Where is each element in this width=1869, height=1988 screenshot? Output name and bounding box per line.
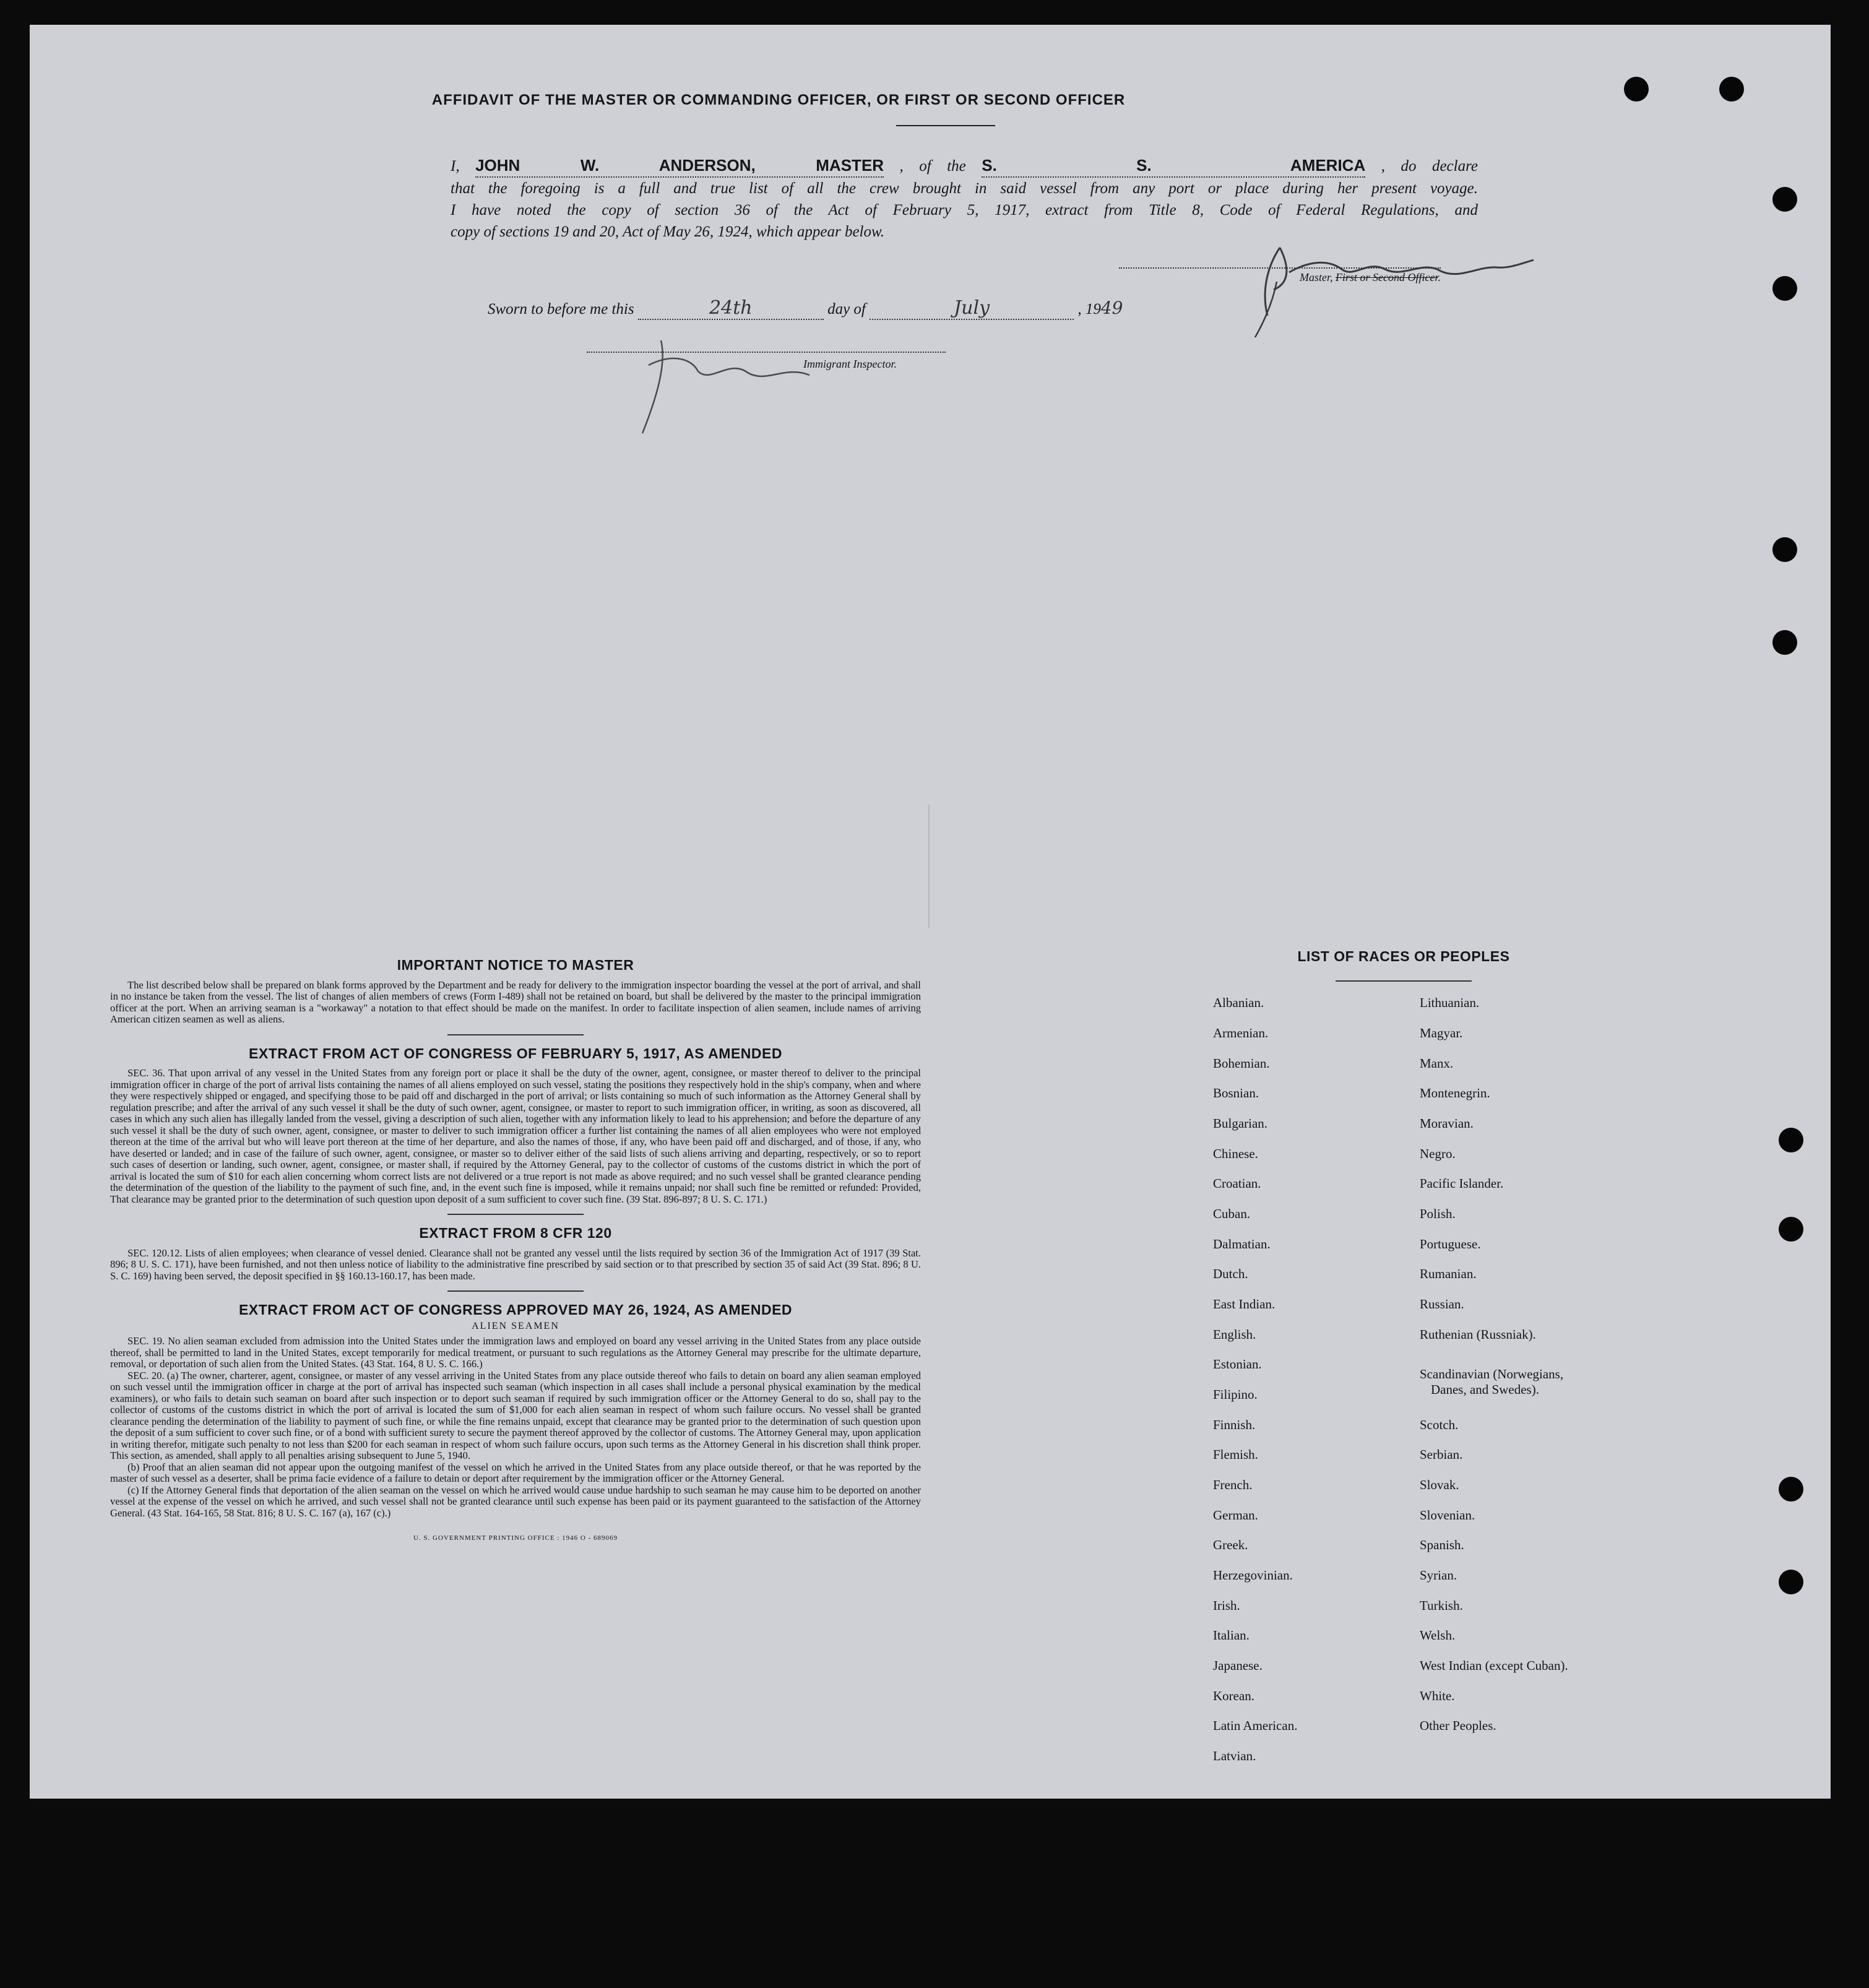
punch-hole bbox=[1772, 537, 1797, 562]
section-divider bbox=[447, 1214, 584, 1215]
race-item: Flemish. bbox=[1213, 1447, 1258, 1462]
race-item: Manx. bbox=[1420, 1056, 1454, 1071]
race-item: Turkish. bbox=[1420, 1598, 1463, 1613]
document-page bbox=[30, 25, 1831, 1799]
notice-column bbox=[110, 959, 921, 1544]
title-divider bbox=[896, 125, 995, 126]
race-item: Scandinavian (Norwegians, bbox=[1420, 1367, 1564, 1381]
inspector-signature-line bbox=[587, 352, 946, 353]
race-item: Herzegovinian. bbox=[1213, 1568, 1293, 1583]
race-item: French. bbox=[1213, 1477, 1253, 1492]
vessel-name-field: S. S. AMERICA bbox=[982, 155, 1365, 178]
race-item: Danes, and Swedes). bbox=[1431, 1382, 1539, 1397]
master-name-field: JOHN W. ANDERSON, MASTER bbox=[475, 155, 884, 178]
race-item: Italian. bbox=[1213, 1628, 1250, 1643]
race-item: Bosnian. bbox=[1213, 1086, 1259, 1100]
alien-seamen-subheading: ALIEN SEAMEN bbox=[472, 1320, 559, 1331]
section-divider bbox=[447, 1034, 584, 1035]
sworn-day-of: day of bbox=[827, 301, 866, 318]
signature-caption bbox=[1119, 271, 1441, 284]
race-item: Bulgarian. bbox=[1213, 1116, 1268, 1131]
race-item: Magyar. bbox=[1420, 1026, 1463, 1040]
race-item: Cuban. bbox=[1213, 1206, 1251, 1221]
sworn-year-prefix: , 19 bbox=[1077, 301, 1101, 318]
sec-20b-text: (b) Proof that an alien seaman did not appear upon the outgoing manifest of the vessel on which he arrived in the United States from any place outside thereof, or that he was reported by the master of such vessel as a deserter, shall be prima facie evidence of a failure to detain or deport after requirement by the immigration officer or the Attorney General. bbox=[110, 1461, 921, 1484]
race-item: Pacific Islander. bbox=[1420, 1176, 1504, 1191]
race-item: Dalmatian. bbox=[1213, 1237, 1271, 1251]
punch-hole bbox=[1779, 1570, 1803, 1594]
extract-cfr-text: SEC. 120.12. Lists of alien employees; when clearance of vessel denied. Clearance shall not be granted any vessel until the lists required by section 36 of the Immigration Act of 1917 (39 Stat. 896; 8 U. S. C. 171), have been furnished, and not then unless notice of liability to the administrative fine prescribed by said section or to that prescribed by section 35 of said Act (39 Stat. 896; 8 U. S. C. 169) having been served, the deposit specified in §§ 160.13-160.17, has been made. bbox=[110, 1247, 921, 1282]
caption-period: . bbox=[1438, 271, 1441, 283]
declaration-line-4: copy of sections 19 and 20, Act of May 26, 1924, which appear below. bbox=[451, 223, 885, 240]
notice-heading: IMPORTANT NOTICE TO MASTER bbox=[397, 957, 634, 973]
punch-hole bbox=[1779, 1217, 1803, 1242]
race-item: Albanian. bbox=[1213, 995, 1264, 1010]
race-item: Latvian. bbox=[1213, 1748, 1256, 1763]
race-item: Filipino. bbox=[1213, 1387, 1258, 1402]
race-item: East Indian. bbox=[1213, 1297, 1275, 1312]
caption-master: Master, bbox=[1300, 271, 1336, 283]
extract-1917-heading: EXTRACT FROM ACT OF CONGRESS OF FEBRUARY 5, 1917, AS AMENDED bbox=[249, 1045, 782, 1061]
race-item: Spanish. bbox=[1420, 1537, 1464, 1552]
race-item: Estonian. bbox=[1213, 1357, 1262, 1372]
sec-19-text: SEC. 19. No alien seaman excluded from admission into the United States under the immigration laws and employed on board any vessel arriving in the United States from any place outside thereof, shall be permitted to land in the United States, except temporarily for medical treatment, or pursuant to such regulations as the Attorney General may prescribe for the ultimate departure, removal, or deportation of such alien from the United States. (43 Stat. 164, 8 U. S. C. 166.) bbox=[110, 1335, 921, 1370]
master-signature-line bbox=[1119, 267, 1441, 269]
race-item: Finnish. bbox=[1213, 1417, 1256, 1432]
race-item: German. bbox=[1213, 1508, 1258, 1523]
race-item: Negro. bbox=[1420, 1146, 1456, 1161]
race-item: Polish. bbox=[1420, 1206, 1456, 1221]
races-divider bbox=[1336, 980, 1472, 982]
declaration-line-3: I have noted the copy of section 36 of the Act of February 5, 1917, extract from Title 8, Code of Federal Regulations, and bbox=[451, 202, 1478, 218]
inspector-caption: Immigrant Inspector. bbox=[803, 358, 897, 370]
punch-hole bbox=[1624, 77, 1649, 102]
race-item: Bohemian. bbox=[1213, 1056, 1270, 1071]
punch-hole bbox=[1719, 77, 1744, 102]
inspector-signature bbox=[624, 316, 828, 439]
sec-20a-text: SEC. 20. (a) The owner, charterer, agent, consignee, or master of any vessel arriving in the United States from any place outside thereof who fails to detain on board any alien seaman employed on such vessel until the immigration officer in charge at the port of arrival has inspected such seaman (which inspection in all cases shall include a personal physical examination by the medical examiners), or who fails to detain such seaman on board after such inspection or to deport such seaman if required by such immigration officer or the Attorney General to do so, shall pay to the collector of customs of the customs district in which the port of arrival is located the sum of $1,000 for each alien seaman in respect of whom such failure occurs. No vessel shall be granted clearance pending the determination of the liability to payment of such fine, or while the fine remains unpaid, except that clearance may be granted prior to the determination of such question upon the deposit of a sum sufficient to cover such fine, or of a bond with sufficient surety to secure the payment thereof approved by the collector of customs. The Attorney General may, upon application in writing therefor, mitigate such penalty to not less than $200 for each seaman in respect of whom such failure occurs, upon such terms as the Attorney General in his discretion shall think proper. This section, as amended, shall apply to all penalties arising subsequent to June 5, 1940. bbox=[110, 1369, 921, 1461]
race-item: Korean. bbox=[1213, 1688, 1255, 1703]
race-item: Moravian. bbox=[1420, 1116, 1474, 1131]
declaration-i: I, bbox=[451, 158, 460, 175]
race-item: Other Peoples. bbox=[1420, 1718, 1496, 1733]
sworn-prefix: Sworn to before me this bbox=[488, 301, 634, 318]
extract-1917-text: SEC. 36. That upon arrival of any vessel in the United States from any foreign port or place it shall be the duty of the owner, agent, consignee, or master thereof to deliver to the principal immigration officer in charge of the port of arrival lists containing the names of all aliens employed on such vessel, stating the positions they respectively hold in the ship's company, when and where they were respectively shipped or engaged, and specifying those to be paid off and discharged in the port of arrival; or lists containing so much of such information as the Attorney General shall by regulation prescribe; and after the arrival of any such vessel it shall be the duty of such owner, agent, consignee, or master to report to such immigration officer, in writing, as soon as discovered, all cases in which any such alien has illegally landed from the vessel, giving a description of such alien, together with any information likely to lead to his apprehension; and before the departure of any such vessel it shall be the duty of such owner, agent, consignee, or master to deliver to such immigration officer a further list containing the names of all alien employees who were not employed thereon at the time of the arrival but who will leave port thereon at the time of her departure, and also the names of those, if any, who have been paid off and discharged, and of those, if any, who have deserted or landed; and in case of the failure of such owner, agent, consignee, or master so to deliver either of the said lists of such aliens arriving and departing, respectively, or so to report such cases of desertion or landing, such owner, agent, consignee, or master shall, if required by the Attorney General, pay to the collector of customs of the customs district in which the port of arrival is located the sum of $10 for each alien concerning whom correct lists are not delivered or a true report is not made as above required; and no such vessel shall be granted clearance pending the determination of the question of the liability to the payment of such fine, and, in the event such fine is imposed, while it remains unpaid; nor shall such fine be remitted or refunded: Provided, That clearance may be granted prior to the determination of such question upon deposit of a sum sufficient to cover such fine. (39 Stat. 896-897; 8 U. S. C. 171.) bbox=[110, 1067, 921, 1205]
race-item: Croatian. bbox=[1213, 1176, 1261, 1191]
race-item: Ruthenian (Russniak). bbox=[1420, 1327, 1536, 1342]
race-item: Slovenian. bbox=[1420, 1508, 1475, 1523]
printer-imprint: U. S. GOVERNMENT PRINTING OFFICE : 1946 O - 689069 bbox=[413, 1534, 618, 1542]
race-item: Russian. bbox=[1420, 1297, 1464, 1312]
affidavit-title: AFFIDAVIT OF THE MASTER OR COMMANDING OFFICER, OR FIRST OR SECOND OFFICER bbox=[431, 92, 1126, 108]
race-item: Portuguese. bbox=[1420, 1237, 1481, 1251]
fold-mark bbox=[928, 805, 930, 928]
declaration-line-1 bbox=[451, 155, 1478, 178]
sworn-month: July bbox=[870, 297, 1074, 320]
race-item: Japanese. bbox=[1213, 1658, 1263, 1673]
race-item: Rumanian. bbox=[1420, 1266, 1477, 1281]
punch-hole bbox=[1772, 276, 1797, 301]
declaration-do-declare: , do declare bbox=[1381, 158, 1478, 175]
notice-text: The list described below shall be prepared on blank forms approved by the Department and be ready for delivery to the immigration inspector boarding the vessel at the port of arrival, and shall in no instance be taken from the vessel. The list of changes of alien members of crews (Form I-489) shall not be retained on board, but shall be delivered by the master to the principal immigration officer at the port. When an arriving seaman is a "workaway" a notation to that effect should be made on the manifest. In order to facilitate inspection of alien seamen, include names of arriving American citizen seamen as well as aliens. bbox=[110, 979, 921, 1025]
race-item: Armenian. bbox=[1213, 1026, 1269, 1040]
section-divider bbox=[447, 1290, 584, 1292]
race-item: Slovak. bbox=[1420, 1477, 1459, 1492]
race-item: Welsh. bbox=[1420, 1628, 1456, 1643]
race-item: Chinese. bbox=[1213, 1146, 1258, 1161]
declaration-of-the: , of the bbox=[899, 158, 966, 175]
races-heading: LIST OF RACES OR PEOPLES bbox=[1297, 948, 1510, 964]
race-item: English. bbox=[1213, 1327, 1256, 1342]
extract-cfr-heading: EXTRACT FROM 8 CFR 120 bbox=[419, 1225, 612, 1241]
race-item: West Indian (except Cuban). bbox=[1420, 1658, 1568, 1673]
punch-hole bbox=[1772, 630, 1797, 655]
sworn-year: 49 bbox=[1100, 298, 1123, 318]
race-item: Lithuanian. bbox=[1420, 995, 1480, 1010]
race-item: Montenegrin. bbox=[1420, 1086, 1490, 1100]
punch-hole bbox=[1772, 187, 1797, 212]
race-item: Syrian. bbox=[1420, 1568, 1457, 1583]
caption-struck-officer: First or Second Officer bbox=[1336, 271, 1438, 283]
punch-hole bbox=[1779, 1477, 1803, 1502]
race-item: Irish. bbox=[1213, 1598, 1240, 1613]
declaration-line-2: that the foregoing is a full and true list of all the crew brought in said vessel from any port or place during her present voyage. bbox=[451, 180, 1478, 197]
race-item: Dutch. bbox=[1213, 1266, 1248, 1281]
race-item: Greek. bbox=[1213, 1537, 1248, 1552]
race-item: Latin American. bbox=[1213, 1718, 1298, 1733]
race-item: Scotch. bbox=[1420, 1417, 1459, 1432]
race-item: Serbian. bbox=[1420, 1447, 1463, 1462]
sworn-day: 24th bbox=[638, 297, 824, 320]
race-item: White. bbox=[1420, 1688, 1455, 1703]
punch-hole bbox=[1779, 1128, 1803, 1152]
sec-20c-text: (c) If the Attorney General finds that deportation of the alien seaman on the vessel on which he arrived would cause undue hardship to such seaman he may cause him to be deported on another vessel at the expense of the vessel on which he arrived, and such vessel shall not be granted clearance until such expense has been paid or its payment guaranteed to the satisfaction of the Attorney General. (43 Stat. 164-165, 58 Stat. 816; 8 U. S. C. 167 (a), 167 (c).) bbox=[110, 1484, 921, 1519]
extract-1924-heading: EXTRACT FROM ACT OF CONGRESS APPROVED MAY 26, 1924, AS AMENDED bbox=[238, 1302, 793, 1318]
